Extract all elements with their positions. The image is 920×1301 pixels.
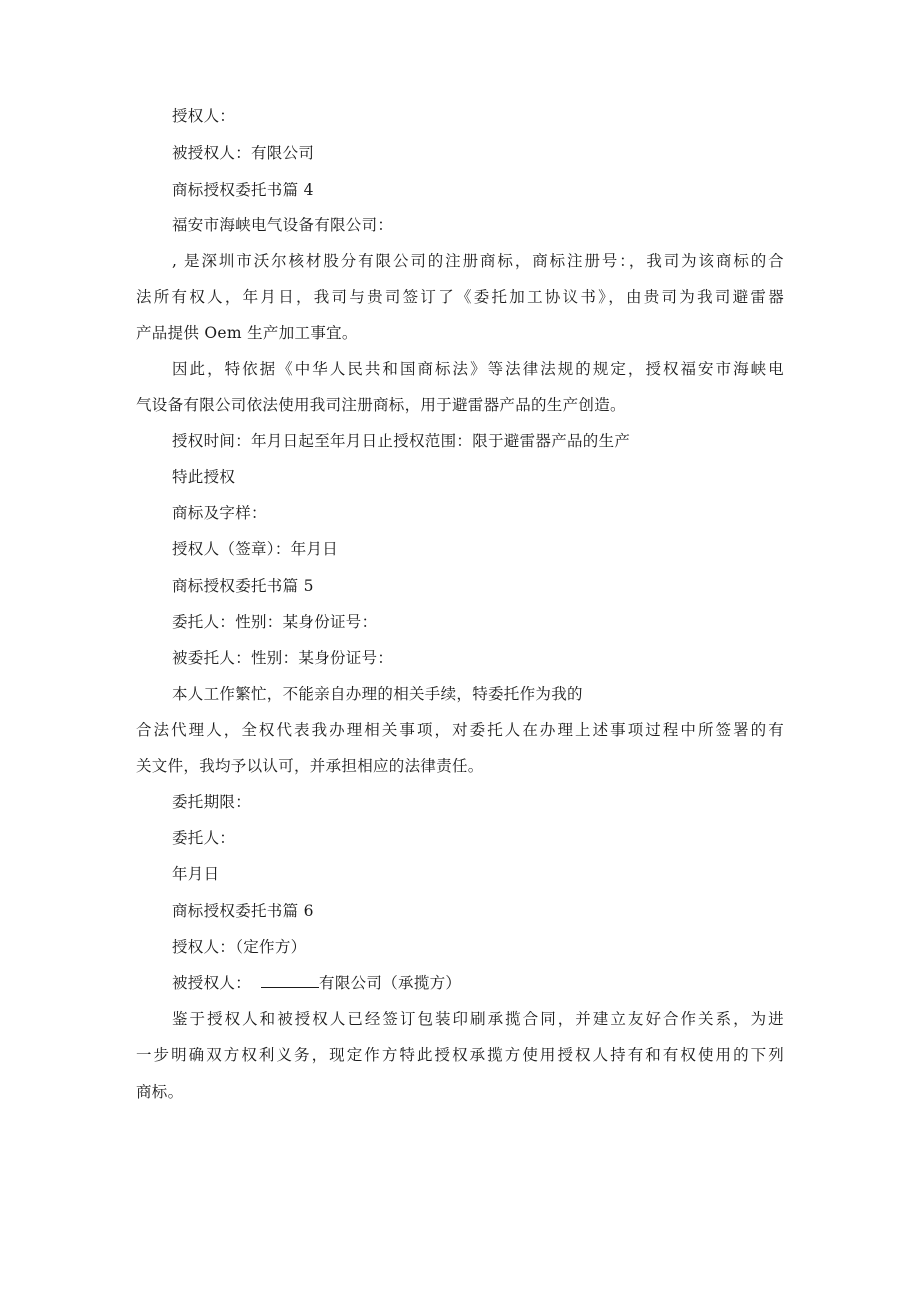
line-hereby-authorize: 特此授权 [172, 468, 236, 486]
line-agent: 被委托人：性别：某身份证号： [172, 649, 394, 667]
line-date: 年月日 [172, 865, 220, 883]
grantee-label: 被授权人： [172, 974, 252, 992]
line-principal-sign: 委托人： [172, 829, 236, 847]
line-principal: 委托人：性别：某身份证号： [172, 613, 378, 631]
blank-fill-line [261, 973, 319, 988]
grantee-company: 有限公司（承揽方） [319, 974, 462, 992]
line-grantee: 被授权人：有限公司 [172, 144, 315, 162]
section-heading-5: 商标授权委托书篇 5 [172, 577, 314, 595]
line-grantee-party [172, 973, 784, 993]
line-grantor-party: 授权人：（定作方） [172, 938, 307, 956]
paragraph-line: 产品提供 Oem 生产加工事宜。 [136, 324, 358, 342]
paragraph-line: , 是深圳市沃尔核材股分有限公司的注册商标，商标注册号：，我司为该商标的合 [172, 252, 784, 270]
paragraph-line: 关文件，我均予以认可，并承担相应的法律责任。 [136, 757, 484, 775]
paragraph-line: 本人工作繁忙，不能亲自办理的相关手续，特委托作为我的 [172, 685, 583, 703]
line-grantor: 授权人： [172, 107, 236, 125]
paragraph-line: 法所有权人，年月日，我司与贵司签订了《委托加工协议书》，由贵司为我司避雷器 [136, 288, 784, 306]
section-heading-4: 商标授权委托书篇 4 [172, 181, 314, 199]
paragraph-line: 鉴于授权人和被授权人已经签订包装印刷承揽合同，并建立友好合作关系，为进 [172, 1010, 784, 1028]
line-signature-date: 授权人（签章）：年月日 [172, 540, 339, 558]
line-authorization-period: 授权时间：年月日起至年月日止授权范围：限于避雷器产品的生产 [172, 432, 631, 450]
section-heading-6: 商标授权委托书篇 6 [172, 902, 314, 920]
paragraph-line: 合法代理人，全权代表我办理相关事项，对委托人在办理上述事项过程中所签署的有 [136, 721, 784, 739]
paragraph-line: 一步明确双方权利义务，现定作方特此授权承揽方使用授权人持有和有权使用的下列 [136, 1046, 784, 1064]
paragraph-line: 气设备有限公司依法使用我司注册商标，用于避雷器产品的生产创造。 [136, 396, 626, 414]
paragraph-line: 因此，特依据《中华人民共和国商标法》等法律法规的规定，授权福安市海峡电 [172, 360, 784, 378]
line-addressee: 福安市海峡电气设备有限公司： [172, 216, 394, 234]
line-trademark-text: 商标及字样： [172, 504, 267, 522]
line-term: 委托期限： [172, 793, 252, 811]
paragraph-line: 商标。 [136, 1083, 184, 1101]
